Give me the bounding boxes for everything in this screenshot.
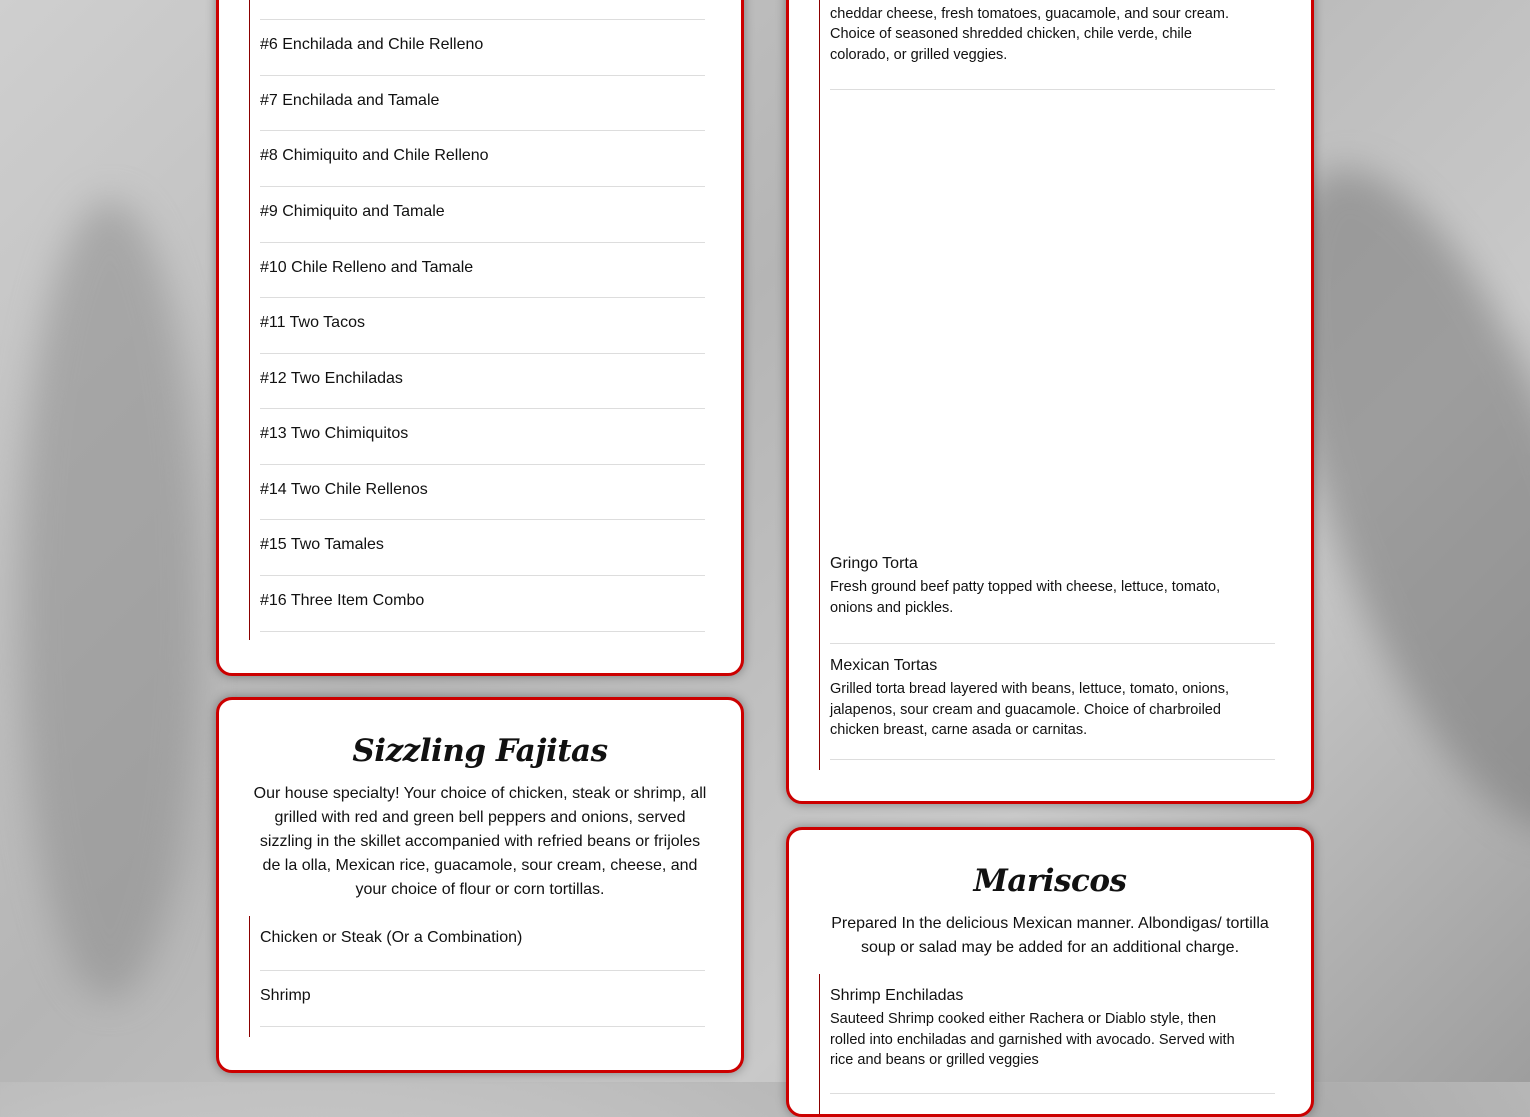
item-name: #15 Two Tamales [260,536,384,553]
item-name: #11 Two Tacos [260,314,365,331]
background-streak [20,200,200,1000]
mariscos-item-list [819,974,1275,1114]
item-name: #12 Two Enchiladas [260,370,403,387]
item-name: #8 Chimiquito and Chile Relleno [260,147,489,164]
item-desc: cheddar cheese, fresh tomatoes, guacamole, and sour cream. Choice of seasoned shredded chicken, chile verde, chile colorado, or grilled veggies. [830,5,1229,63]
menu-item-combo-13[interactable] [260,409,705,465]
image-placeholder [830,90,1275,555]
menu-item-combo-14[interactable] [260,465,705,520]
menu-item-combo-15[interactable] [260,520,705,576]
menu-item-gringo-torta[interactable] [830,555,1275,644]
item-name: Chicken or Steak (Or a Combination) [260,929,523,946]
fajitas-item-list [249,916,705,1037]
item-name: Gringo Torta [830,555,918,572]
item-name: #10 Chile Relleno and Tamale [260,259,474,276]
item-name: #13 Two Chimiquitos [260,425,409,442]
section-description: Prepared In the delicious Mexican manner. Albondigas/ tortilla soup or salad may be added for an additional charge. [831,915,1269,956]
menu-item-shrimp[interactable] [260,971,705,1027]
section-title: Mariscos [973,863,1127,899]
menu-item-combo-6[interactable] [260,20,705,76]
combos-card [216,0,744,676]
menu-item-combo-12[interactable] [260,354,705,409]
item-name: #14 Two Chile Rellenos [260,481,428,498]
tortas-item-list [819,0,1275,770]
item-desc: Fresh ground beef patty topped with cheese, lettuce, tomato, onions and pickles. [830,579,1221,616]
item-desc-line [830,0,1275,4]
menu-item-combo-9[interactable] [260,187,705,243]
item-name: #6 Enchilada and Chile Relleno [260,36,484,53]
menu-item-combo-8[interactable] [260,131,705,187]
item-name: #7 Enchilada and Tamale [260,92,440,109]
item-name: Shrimp [260,987,311,1004]
item-desc: Grilled torta bread layered with beans, lettuce, tomato, onions, jalapenos, sour cream and guacamole. Choice of charbroiled chicken breast, carne asada or carnitas. [830,681,1229,738]
menu-item-combo-11[interactable] [260,298,705,354]
item-name: Shrimp Enchiladas [830,987,964,1004]
menu-item-combo-7[interactable] [260,76,705,131]
item-name: #9 Chimiquito and Tamale [260,203,445,220]
menu-item-combo-10[interactable] [260,243,705,298]
fajitas-card [216,697,744,1073]
menu-item-chicken-steak[interactable] [260,916,705,971]
section-title: Sizzling Fajitas [352,733,608,769]
item-desc: Sauteed Shrimp cooked either Rachera or Diablo style, then rolled into enchiladas and garnished with avocado. Served with rice and beans or grilled veggies [830,1011,1235,1068]
list-item[interactable] [260,0,705,20]
tortas-card [786,0,1314,804]
item-name: Mexican Tortas [830,657,938,674]
menu-item-shrimp-enchiladas[interactable] [830,974,1275,1094]
menu-item-partial[interactable] [830,0,1275,90]
menu-item-combo-16[interactable] [260,576,705,632]
menu-item-mexican-tortas[interactable] [830,644,1275,760]
mariscos-card [786,827,1314,1117]
section-description: Our house specialty! Your choice of chicken, steak or shrimp, all grilled with red and green bell peppers and onions, served sizzling in the skillet accompanied with refried beans or frijoles de la olla, Mexican rice, guacamole, sour cream, cheese, and your choice of flour or corn tortillas. [253,785,707,898]
combos-item-list [249,0,705,640]
item-name: #16 Three Item Combo [260,592,425,609]
